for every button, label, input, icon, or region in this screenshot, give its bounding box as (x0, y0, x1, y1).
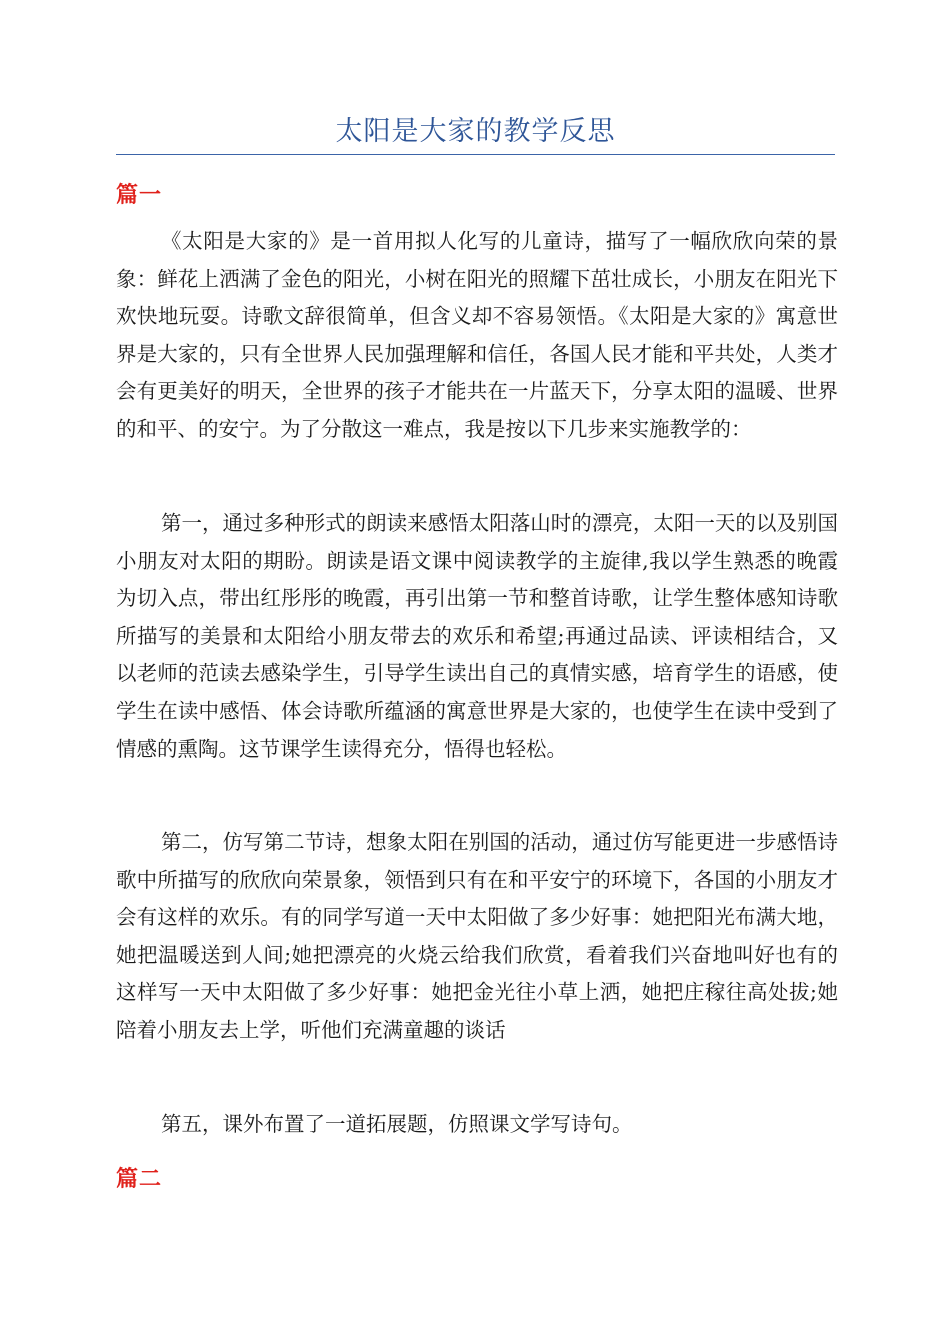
paragraph-2: 第一，通过多种形式的朗读来感悟太阳落山时的漂亮，太阳一天的以及别国小朋友对太阳的期盼。朗读是语文课中阅读教学的主旋律,我以学生熟悉的晚霞为切入点，带出红彤彤的晚霞，再引出第一节和整首诗歌，让学生整体感知诗歌所描写的美景和太阳给小朋友带去的欢乐和希望;再通过品读、评读相结合，又以老师的范读去感染学生，引导学生读出自己的真情实感，培育学生的语感，使学生在读中感悟、体会诗歌所蕴涵的寓意世界是大家的，也使学生在读中受到了情感的熏陶。这节课学生读得充分，悟得也轻松。 (116, 511, 838, 761)
section-heading-2: 篇二 (116, 1166, 163, 1192)
section-heading-1: 篇一 (116, 182, 163, 208)
title-underline (116, 154, 835, 155)
document-title: 太阳是大家的教学反思 (335, 116, 616, 147)
paragraph-4: 第五，课外布置了一道拓展题，仿照课文学写诗句。 (161, 1112, 633, 1136)
paragraph-3: 第二，仿写第二节诗，想象太阳在别国的活动，通过仿写能更进一步感悟诗歌中所描写的欣欣向荣景象，领悟到只有在和平安宁的环境下，各国的小朋友才会有这样的欢乐。有的同学写道一天中太阳做了多少好事：她把阳光布满大地，她把温暖送到人间;她把漂亮的火烧云给我们欣赏，看着我们兴奋地叫好也有的这样写一天中太阳做了多少好事：她把金光往小草上洒，她把庄稼往高处拔;她陪着小朋友去上学，听他们充满童趣的谈话 (116, 830, 838, 1042)
paragraph-1: 《太阳是大家的》是一首用拟人化写的儿童诗，描写了一幅欣欣向荣的景象：鲜花上洒满了金色的阳光，小树在阳光的照耀下茁壮成长，小朋友在阳光下欢快地玩耍。诗歌文辞很简单，但含义却不容易领悟。《太阳是大家的》寓意世界是大家的，只有全世界人民加强理解和信任，各国人民才能和平共处，人类才会有更美好的明天，全世界的孩子才能共在一片蓝天下，分享太阳的温暖、世界的和平、的安宁。为了分散这一难点，我是按以下几步来实施教学的： (116, 229, 838, 441)
